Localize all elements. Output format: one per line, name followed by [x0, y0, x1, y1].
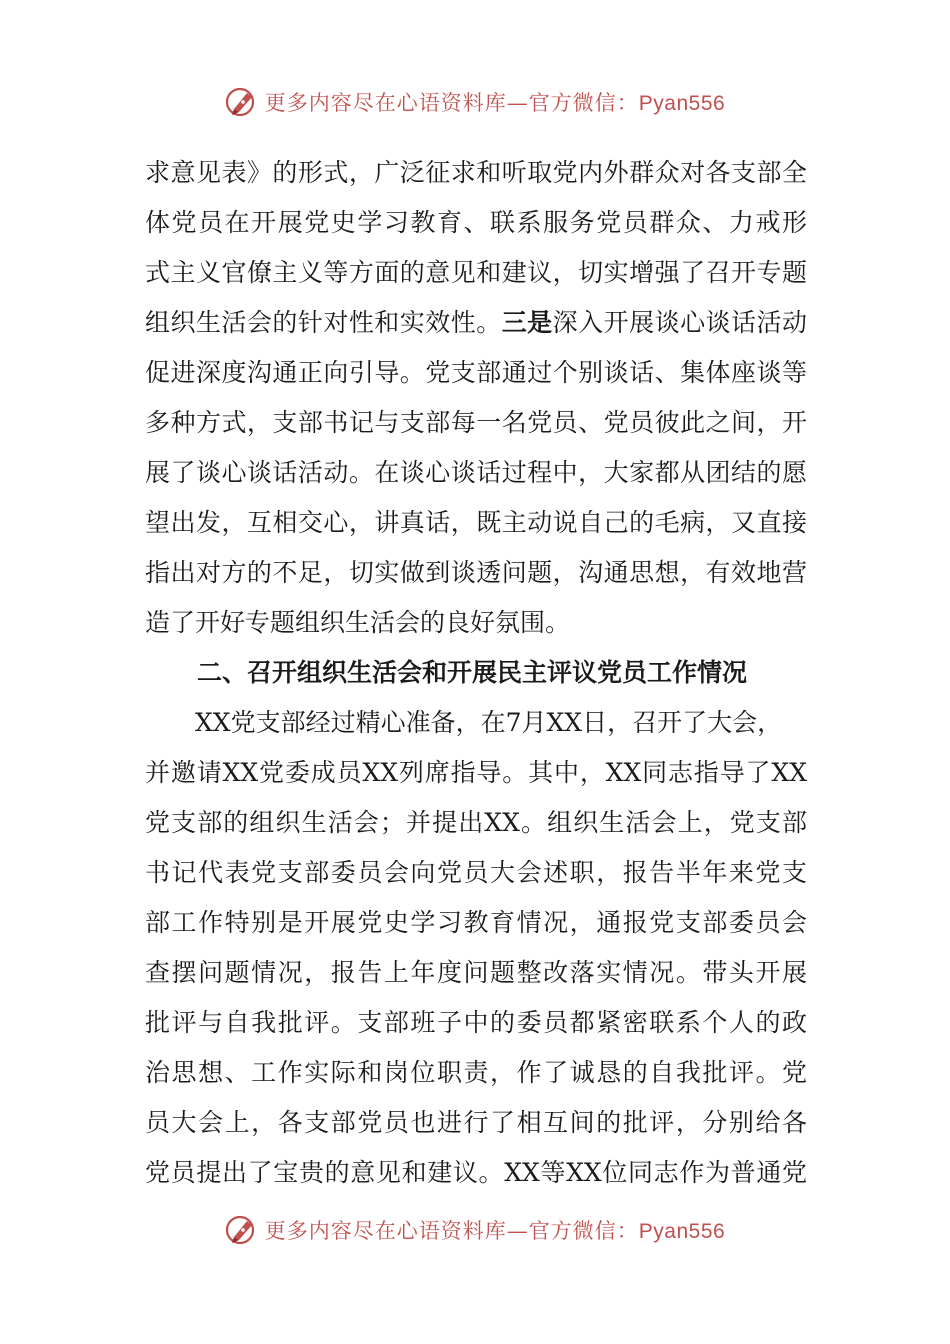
document-body [145, 148, 807, 1198]
bold-lead-phrase: 三是 [501, 308, 553, 337]
text-line: 多种方式，支部书记与支部每一名党员、党员彼此之间，开 [145, 408, 807, 437]
watermark-text [265, 1215, 725, 1245]
text-line: 党员提出了宝贵的意见和建议。XX等XX位同志作为普通党 [145, 1158, 807, 1187]
text-line: 查摆问题情况，报告上年度问题整改落实情况。带头开展 [145, 958, 807, 987]
text-line: 指出对方的不足，切实做到谈透问题，沟通思想，有效地营 [145, 558, 807, 587]
watermark-wechat-id: Pyan556 [638, 92, 726, 115]
text-line: 造了开好专题组织生活会的良好氛围。 [145, 608, 571, 637]
watermark-text [265, 87, 725, 117]
text-line: 员大会上，各支部党员也进行了相互间的批评，分别给各 [145, 1108, 807, 1137]
text-line: 展了谈心谈话活动。在谈心谈话过程中，大家都从团结的愿 [145, 458, 807, 487]
footer-watermark-banner [0, 1208, 950, 1252]
text-line: XX党支部经过精心准备，在7月XX日，召开了大会， [195, 708, 783, 737]
text-line: 批评与自我批评。支部班子中的委员都紧密联系个人的政 [145, 1008, 807, 1037]
text-line: 并邀请XX党委成员XX列席指导。其中，XX同志指导了XX [145, 758, 807, 787]
watermark-prefix: 更多内容尽在心语资料库—官方微信： [264, 91, 639, 115]
text-line: 书记代表党支部委员会向党员大会述职，报告半年来党支 [145, 858, 807, 887]
text-line: 望出发，互相交心，讲真话，既主动说自己的毛病，又直接 [145, 508, 807, 537]
text-line: 促进深度沟通正向引导。党支部通过个别谈话、集体座谈等 [145, 358, 807, 387]
text-line: 治思想、工作实际和岗位职责，作了诚恳的自我批评。党 [145, 1058, 807, 1087]
text-segment: 组织生活会的针对性和实效性。 [145, 308, 502, 337]
text-line: 求意见表》的形式，广泛征求和听取党内外群众对各支部全 [145, 158, 807, 187]
text-line: 体党员在开展党史学习教育、联系服务党员群众、力戒形 [145, 208, 807, 237]
watermark-wechat-id: Pyan556 [638, 1220, 726, 1243]
header-watermark-banner [0, 80, 950, 124]
text-line: 部工作特别是开展党史学习教育情况，通报党支部委员会 [145, 908, 807, 937]
section-heading: 二、召开组织生活会和开展民主评议党员工作情况 [197, 658, 748, 687]
pen-nib-logo-icon [225, 85, 259, 119]
text-line [145, 298, 807, 348]
pen-nib-logo-icon [225, 1213, 259, 1247]
text-segment: 深入开展谈心谈话活动 [552, 308, 807, 337]
text-line: 式主义官僚主义等方面的意见和建议，切实增强了召开专题 [145, 258, 807, 287]
text-line: 党支部的组织生活会；并提出XX。组织生活会上，党支部 [145, 808, 807, 837]
watermark-prefix: 更多内容尽在心语资料库—官方微信： [264, 1219, 639, 1243]
